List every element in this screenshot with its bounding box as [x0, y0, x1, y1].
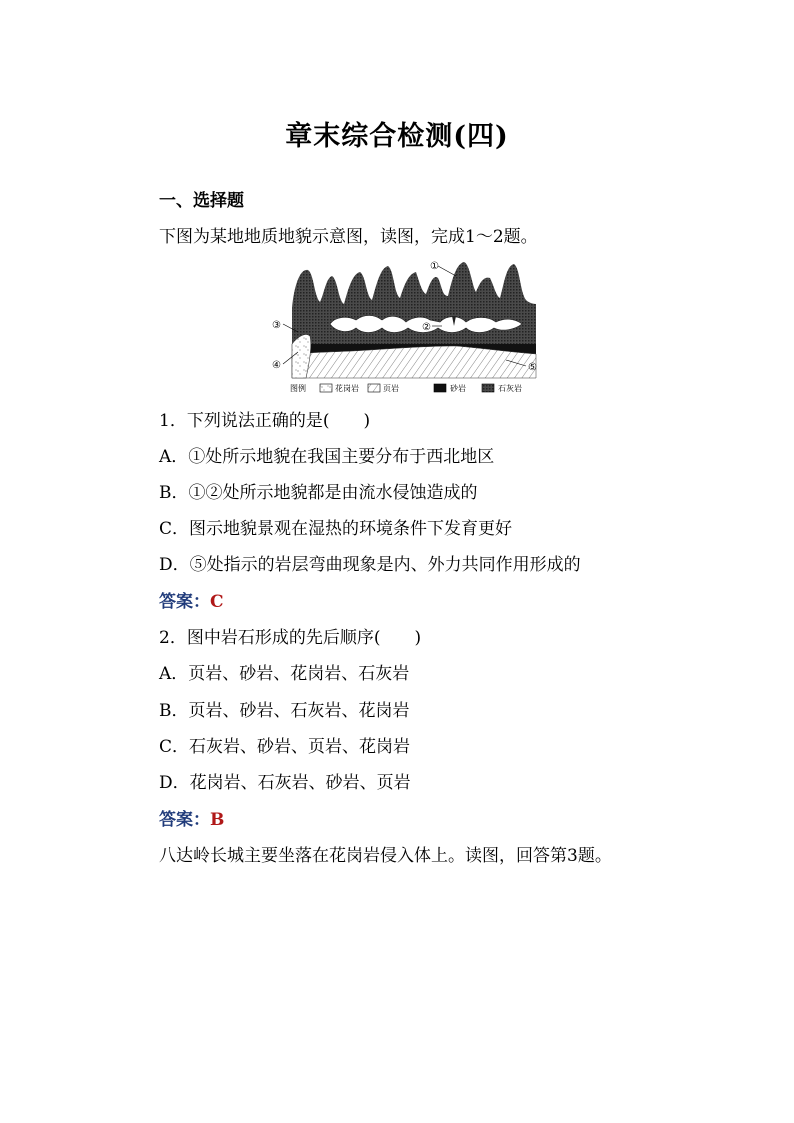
answer-label: 答案： [159, 810, 210, 830]
legend-swatch-limestone [482, 384, 494, 392]
question-2-option-c: C．石灰岩、砂岩、页岩、花岗岩 [159, 737, 411, 757]
question-1-option-a: A．①处所示地貌在我国主要分布于西北地区 [159, 447, 495, 467]
question-1-option-c: C．图示地貌景观在湿热的环境条件下发育更好 [159, 519, 513, 539]
intro-text-2: 八达岭长城主要坐落在花岗岩侵入体上。读图，回答第3题。 [159, 846, 612, 866]
legend-label-limestone: 石灰岩 [498, 384, 522, 393]
legend-swatch-shale [368, 384, 380, 392]
answer-value: B [210, 810, 225, 830]
marker-2: ② [422, 322, 431, 333]
legend-label-granite: 花岗岩 [335, 384, 359, 393]
question-1-answer [159, 591, 224, 613]
marker-3: ③ [272, 320, 281, 331]
limestone-layer [292, 262, 536, 344]
question-1-option-b: B．①②处所示地貌都是由流水侵蚀造成的 [159, 483, 478, 503]
question-2-option-a: A．页岩、砂岩、花岗岩、石灰岩 [159, 664, 410, 684]
question-2-stem: 2．图中岩石形成的先后顺序( ) [159, 628, 422, 648]
legend-label-sandstone: 砂岩 [450, 384, 466, 393]
marker-4: ④ [272, 360, 281, 371]
section-heading: 一、选择题 [159, 191, 244, 211]
answer-value: C [210, 592, 224, 612]
legend-swatch-sandstone [434, 384, 446, 392]
marker-5: ⑤ [528, 362, 537, 373]
page-title: 章末综合检测(四) [285, 121, 509, 152]
question-2-answer [159, 809, 224, 831]
marker-1: ① [430, 261, 439, 272]
question-1-option-d: D．⑤处指示的岩层弯曲现象是内、外力共同作用形成的 [159, 555, 581, 575]
answer-label: 答案： [159, 592, 210, 612]
legend-label-shale: 页岩 [383, 384, 399, 393]
question-2-option-b: B．页岩、砂岩、石灰岩、花岗岩 [159, 701, 410, 721]
question-1-stem: 1．下列说法正确的是( ) [159, 411, 371, 431]
legend-title: 图例 [290, 384, 306, 393]
legend-swatch-granite [320, 384, 332, 392]
geology-figure [270, 256, 550, 398]
question-2-option-d: D．花岗岩、石灰岩、砂岩、页岩 [159, 773, 411, 793]
intro-text-1: 下图为某地地质地貌示意图，读图，完成1～2题。 [159, 227, 538, 247]
